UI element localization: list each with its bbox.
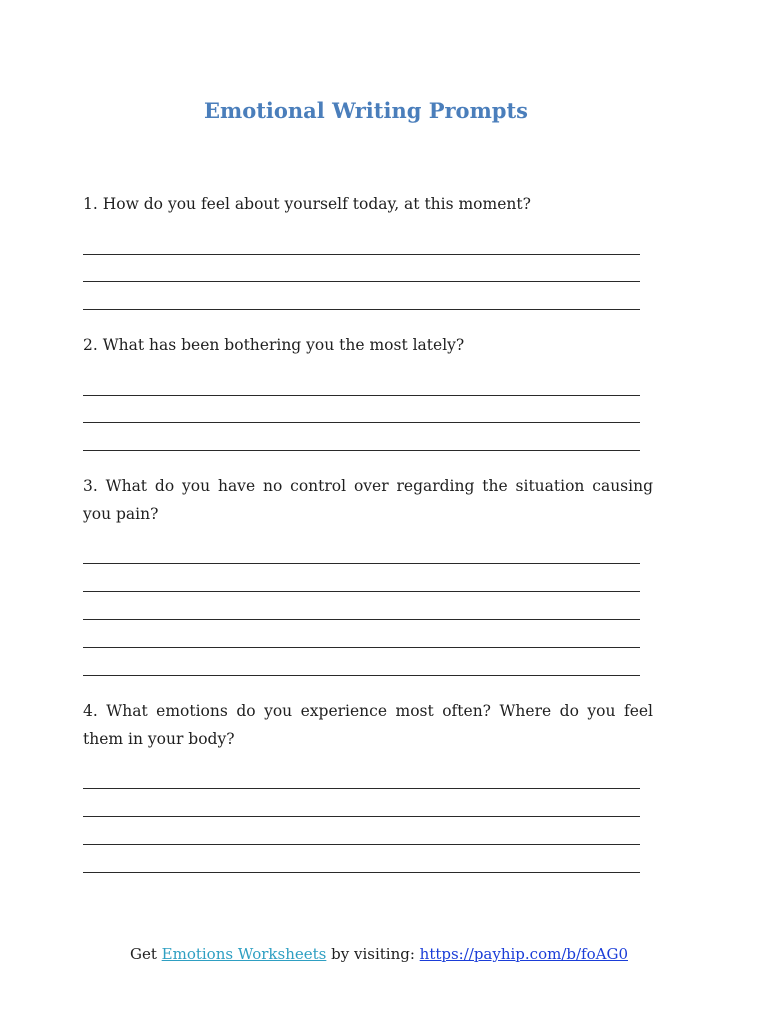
answer-line[interactable] bbox=[83, 281, 640, 282]
answer-line[interactable] bbox=[83, 872, 640, 873]
footer-prefix: Get bbox=[129, 945, 162, 963]
answer-line[interactable] bbox=[83, 788, 640, 789]
answer-line[interactable] bbox=[83, 395, 640, 396]
footer-middle: by visiting: bbox=[326, 945, 420, 963]
question-2: 2. What has been bothering you the most lately? bbox=[83, 336, 465, 354]
question-3: 3. What do you have no control over regarding the situation causing you pain? bbox=[83, 477, 653, 523]
page-title: Emotional Writing Prompts bbox=[204, 98, 528, 123]
answer-line[interactable] bbox=[83, 844, 640, 845]
answer-line[interactable] bbox=[83, 563, 640, 564]
answer-line[interactable] bbox=[83, 422, 640, 423]
payhip-url-link[interactable]: https://payhip.com/b/foAG0 bbox=[419, 945, 628, 963]
answer-line[interactable] bbox=[83, 450, 640, 451]
answer-line[interactable] bbox=[83, 816, 640, 817]
answer-line[interactable] bbox=[83, 675, 640, 676]
answer-line[interactable] bbox=[83, 619, 640, 620]
question-1: 1. How do you feel about yourself today, at this moment? bbox=[83, 195, 531, 213]
emotions-worksheets-link[interactable]: Emotions Worksheets bbox=[161, 945, 327, 963]
answer-line[interactable] bbox=[83, 591, 640, 592]
question-4: 4. What emotions do you experience most often? Where do you feel them in your body? bbox=[83, 702, 653, 748]
answer-line[interactable] bbox=[83, 309, 640, 310]
answer-line[interactable] bbox=[83, 254, 640, 255]
footer bbox=[0, 945, 758, 963]
answer-line[interactable] bbox=[83, 647, 640, 648]
